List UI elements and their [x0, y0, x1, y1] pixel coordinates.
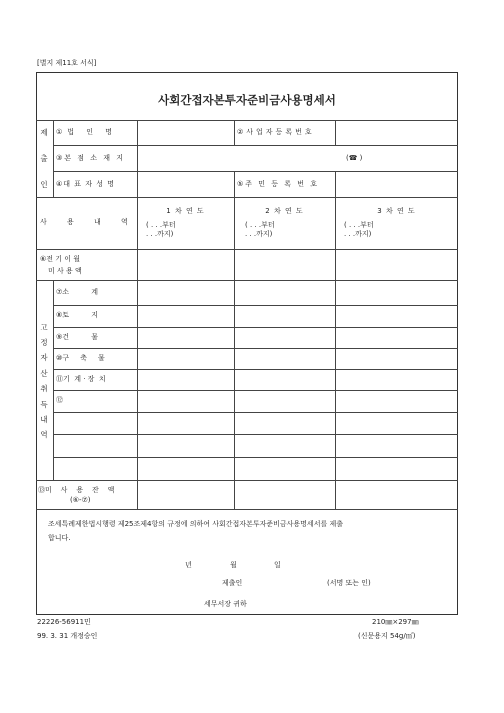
prev-unused-label-1: ⑥전 기 이 월 — [40, 255, 80, 263]
corp-name-field[interactable] — [139, 122, 232, 143]
declaration-text-2: 합니다. — [48, 534, 71, 542]
resident-no-field[interactable] — [337, 173, 456, 195]
usage-header: 사 용 내 역 — [40, 218, 137, 226]
declaration-text: 조세특례제한법시행령 제25조제4항의 규정에 의하여 사회간접자본투자준비금사용명세서를 제출 — [48, 520, 343, 528]
date-month: 월 — [230, 561, 237, 569]
year2-label: 2 차 연 도 — [265, 207, 304, 215]
footer-paper: (신문용지 54g/㎡) — [358, 632, 416, 640]
addressee: 세무서장 귀하 — [204, 600, 247, 608]
year3-to: . . .까지) — [344, 230, 372, 238]
footer-code: 22226-56911민 — [37, 618, 91, 626]
sign-note: (서명 또는 인) — [327, 579, 371, 587]
hq-addr-label: ③본 점 소 재 지 — [56, 154, 125, 162]
row-structure: ⑩구 축 물 — [56, 354, 105, 362]
form-id: [별지 제11호 서식] — [37, 59, 97, 67]
fixed-side-7: 내 — [40, 415, 48, 424]
date-day: 일 — [274, 561, 281, 569]
rep-name-label: ④대 표 자 성 명 — [56, 180, 115, 188]
fixed-side-3: 자 — [40, 353, 48, 362]
resident-no-label: ⑤주 민 등 록 번 호 — [237, 180, 319, 188]
row-subtotal: ⑦소 계 — [56, 288, 99, 296]
date-year: 년 — [185, 561, 192, 569]
biz-no-field[interactable] — [337, 122, 456, 143]
fixed-side-2: 정 — [40, 338, 48, 347]
fixed-side-4: 산 — [40, 369, 48, 378]
submitter-label-2: 출 — [40, 154, 48, 163]
year2-to: . . .까지) — [245, 230, 273, 238]
year1-from: ( . . .부터 — [146, 221, 176, 229]
balance-label: ⑬미 사 용 잔 액 — [38, 486, 115, 494]
year1-label: 1 차 연 도 — [166, 207, 205, 215]
year3-from: ( . . .부터 — [344, 221, 374, 229]
hq-addr-field[interactable] — [139, 147, 339, 169]
corp-name-label: ①법 인 명 — [56, 128, 118, 136]
row-building: ⑨건 물 — [56, 333, 99, 341]
row-12: ⑫ — [56, 396, 63, 404]
phone-field[interactable]: (☎ ) — [346, 154, 363, 162]
fixed-side-5: 취 — [40, 384, 48, 393]
fixed-side-1: 고 — [40, 323, 48, 332]
submitter-sign-label: 제출인 — [222, 579, 243, 587]
row-land: ⑧토 지 — [56, 311, 99, 319]
year3-label: 3 차 연 도 — [377, 207, 416, 215]
year2-from: ( . . .부터 — [245, 221, 275, 229]
fixed-side-6: 득 — [40, 400, 48, 409]
row-machinery: ⑪기 계 · 장 치 — [56, 375, 106, 383]
rep-name-field[interactable] — [139, 173, 232, 195]
submitter-label-1: 제 — [40, 128, 48, 137]
footer-paper-size: 210㎜×297㎜ — [372, 618, 419, 626]
biz-no-label: ②사업자등록번호 — [237, 128, 315, 136]
prev-unused-label-2: 미 사 용 액 — [48, 267, 82, 275]
submitter-label-3: 인 — [40, 180, 48, 189]
form-title: 사회간접자본투자준비금사용명세서 — [158, 93, 336, 107]
year1-to: . . .까지) — [146, 230, 174, 238]
fixed-side-8: 역 — [40, 430, 48, 439]
footer-approval: 99. 3. 31 개정승인 — [37, 632, 98, 640]
balance-formula: (⑥-⑦) — [70, 496, 91, 504]
